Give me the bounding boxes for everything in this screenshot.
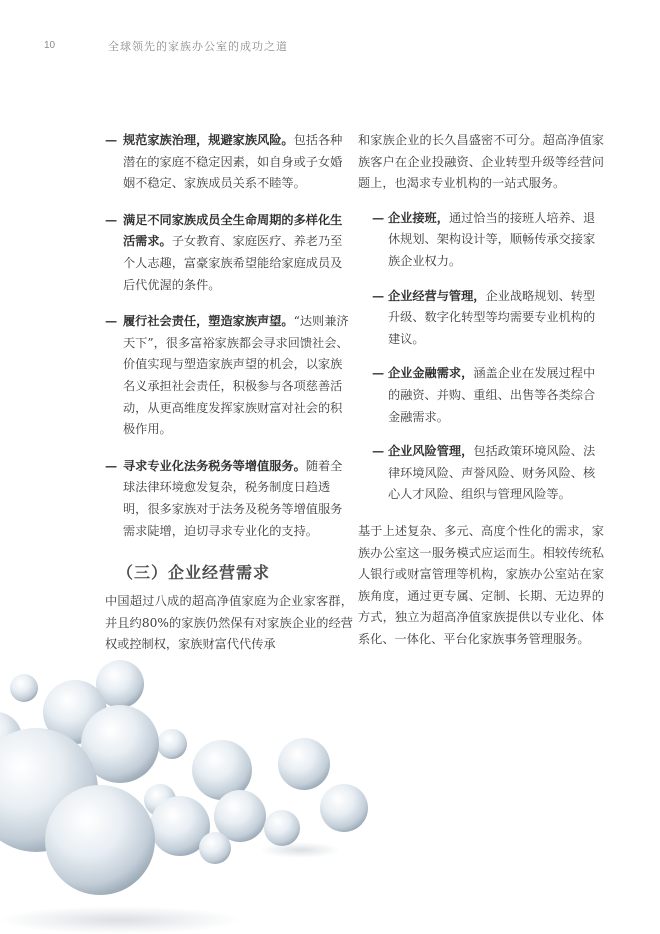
right-column	[358, 130, 604, 650]
bullet-item	[105, 311, 353, 441]
bullet-bold: 履行社会责任，塑造家族声望。	[123, 314, 294, 329]
sphere	[278, 738, 330, 790]
left-column	[105, 130, 353, 656]
bullet-bold: 满足不同家族成员全生命周期的多样化生活需求。	[123, 212, 343, 249]
bullet-text: 包括政策环境风险、法律环境风险、声誉风险、财务风险、核心人才风险、组织与管理风险等。	[388, 444, 596, 502]
section-heading: （三）企业经营需求	[117, 565, 271, 583]
bullet-text: 涵盖企业在发展过程中的融资、并购、重组、出售等各类综合金融需求。	[388, 366, 596, 424]
bullet-item	[105, 456, 353, 542]
bullet-text: 通过恰当的接班人培养、退休规划、架构设计等，顺畅传承交接家族企业权力。	[388, 210, 596, 268]
bullet-text: 随着全球法律环境愈发复杂，税务制度日趋透明，很多家族对于法务及税务等增值服务需求陡增，迫切寻求专业化的支持。	[123, 458, 343, 538]
bullet-bold: 企业金融需求，	[388, 366, 474, 381]
sphere	[320, 784, 368, 832]
sphere	[45, 785, 155, 895]
business-needs-list	[358, 208, 604, 506]
running-header: 全球领先的家族办公室的成功之道	[108, 40, 288, 53]
spheres-illustration	[0, 640, 400, 934]
bullet-text: 企业战略规划、转型升级、数字化转型等均需要专业机构的建议。	[388, 288, 596, 346]
bullet-item	[372, 441, 604, 506]
bullet-item	[372, 208, 604, 273]
bullet-bold: 企业经营与管理，	[388, 288, 486, 303]
sphere	[157, 729, 187, 759]
bullet-text: 包括各种潜在的家庭不稳定因素，如自身或子女婚姻不稳定、家族成员关系不睦等。	[123, 133, 343, 191]
sphere	[264, 810, 300, 846]
bullet-bold: 企业风险管理，	[388, 444, 474, 459]
bullet-bold: 规范家族治理，规避家族风险。	[123, 133, 294, 147]
bullet-item	[105, 210, 353, 296]
sphere	[10, 674, 38, 702]
spheres-group	[0, 660, 368, 895]
section-paragraph: 中国超过八成的超高净值家庭为企业家客群，并且约80%的家族仍然保有对家族企业的经营权或控制权，家族财富代代传承	[105, 594, 353, 652]
bullet-text: 子女教育、家庭医疗、养老乃至个人志趣，富豪家族希望能给家庭成员及后代优渥的条件。	[123, 234, 343, 292]
bullet-bold: 寻求专业化法务税务等增值服务。	[123, 458, 306, 473]
bullet-bold: 企业接班，	[388, 210, 449, 225]
bullet-text: “达则兼济天下”，很多富裕家族都会寻求回馈社会、价值实现与塑造家族声望的机会，以家族名义承担社会责任，积极参与各项慈善活动，从更高维度发挥家族财富对社会的积极作用。	[123, 314, 349, 437]
closing-paragraph: 基于上述复杂、多元、高度个性化的需求，家族办公室这一服务模式应运而生。相较传统私人银行或财富管理等机构，家族办公室站在家族角度，通过更专属、定制、长期、无边界的方式，独立为超高净值家族提供以专业化、体系化、一体化、平台化家族事务管理服务。	[358, 523, 604, 646]
intro-paragraph: 和家族企业的长久昌盛密不可分。超高净值家族客户在企业投融资、企业转型升级等经营问题上，也渴求专业机构的一站式服务。	[358, 133, 604, 191]
bullet-item	[372, 286, 604, 351]
sphere	[199, 832, 231, 864]
bullet-item	[372, 363, 604, 428]
page-number: 10	[44, 40, 56, 51]
bullet-item	[105, 130, 353, 195]
